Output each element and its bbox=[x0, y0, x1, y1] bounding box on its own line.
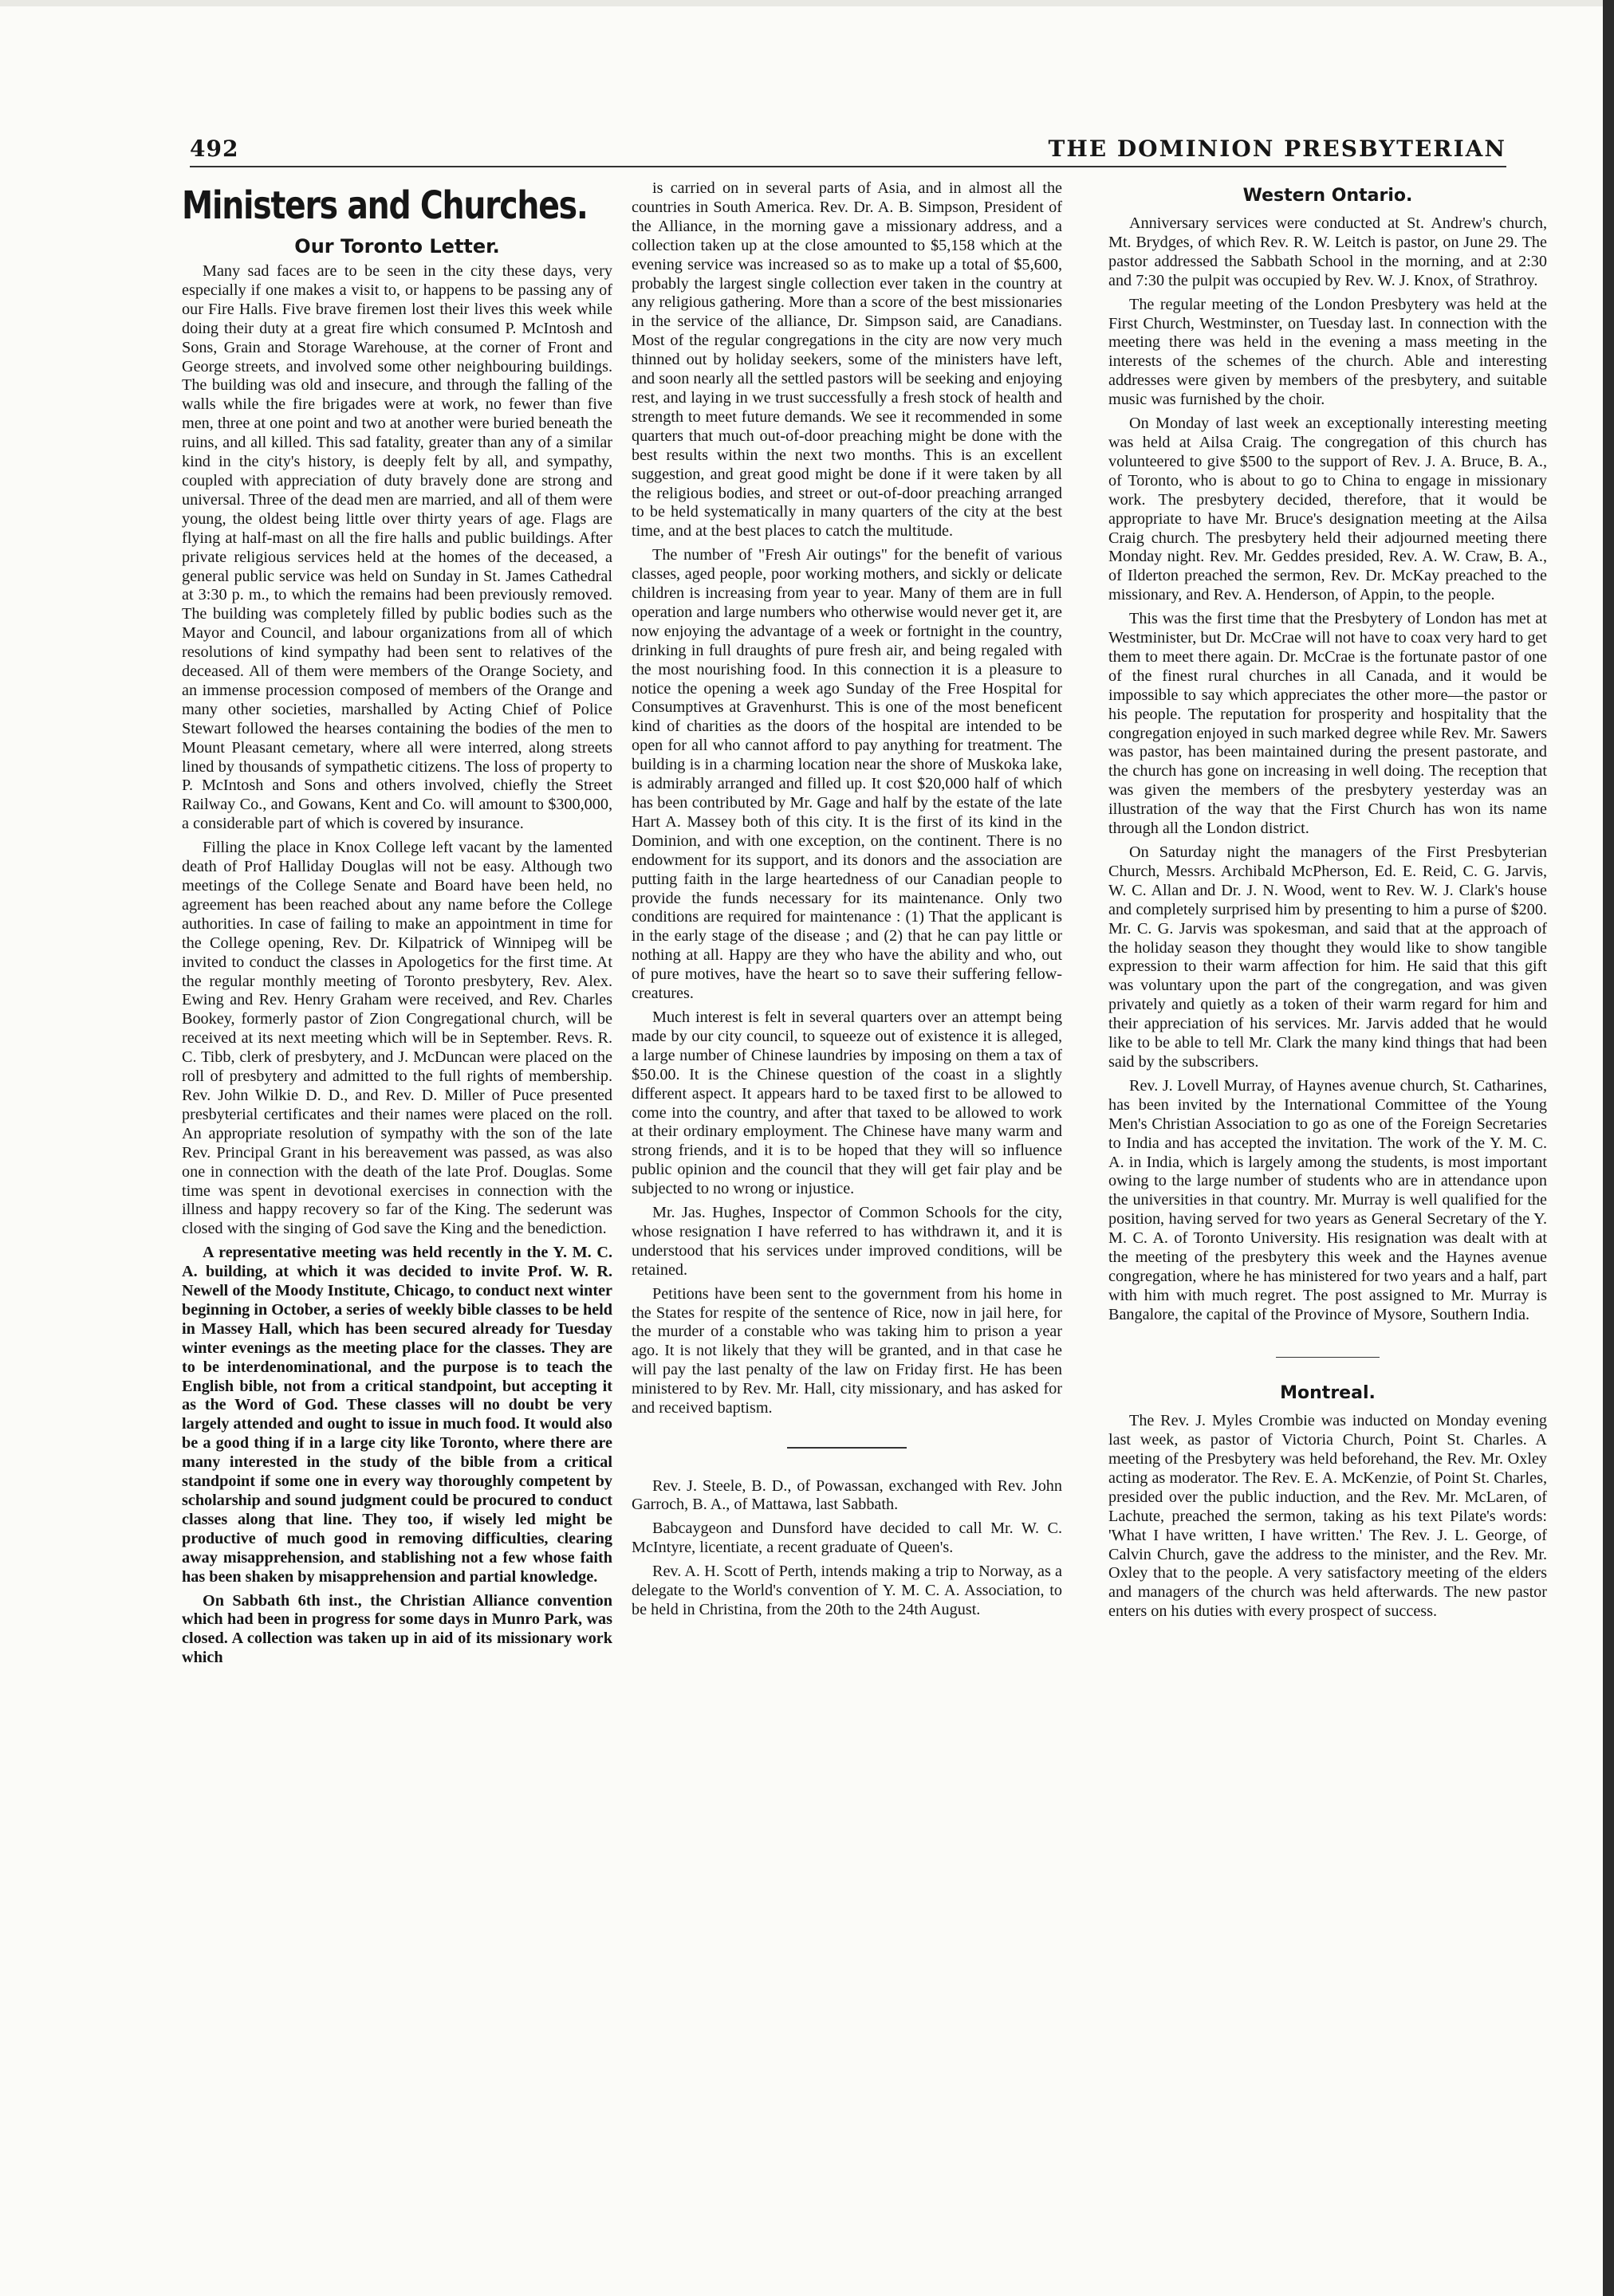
column-3 bbox=[1108, 179, 1547, 1626]
paragraph: Anniversary services were conducted at St. Andrew's church, Mt. Brydges, of which Rev. R. W. Leitch is pastor, on June 29. The pastor addressed the Sabbath School in the morning, and at 2:30 and 7:30 the pulpit was occupied by Rev. W. J. Knox, of Strathroy. bbox=[1108, 214, 1547, 289]
toronto-letter-heading: Our Toronto Letter. bbox=[294, 235, 500, 258]
western-ontario-heading: Western Ontario. bbox=[1242, 186, 1413, 206]
section-divider bbox=[1276, 1357, 1380, 1358]
column-1 bbox=[182, 179, 612, 1673]
paragraph: Much interest is felt in several quarters over an attempt being made by our city council, to squeeze out of existence it is alleged, a large number of Chinese laundries by imposing on them a tax of $50.00. It is the Chinese question of the coast in a slightly different aspect. It appears hard to be taxed first to be allowed to come into the country, and after that taxed to be allowed to work at their ordinary employment. The Chinese have many warm and strong friends, and it is to be hoped that they will so influence public opinion and the council that they will get fair play and be subjected to no wrong or injustice. bbox=[632, 1008, 1062, 1198]
paragraph: Many sad faces are to be seen in the city these days, very especially if one makes a visit to, or happens to be passing any of our Fire Halls. Five brave firemen lost their lives this week while doing their duty at a great fire which consumed P. McIntosh and Sons, Grain and Storage Warehouse, at the corner of Front and George streets, and involved some other neighbouring buildings. The building was old and insecure, and through the falling of the walls while the fire brigades were at work, no fewer than five men, three at one point and two at another were buried beneath the ruins, and all killed. This sad fatality, greater than any of a similar kind in the city's history, is deeply felt by all, and sympathy, coupled with appreciation of duty bravely done are strong and universal. Three of the dead men are married, and all of them were young, the oldest being little over thirty years of age. Flags are flying at half-mast on all the fire halls and public buildings. After private religious services held at the homes of the deceased, a general public service was held on Sunday in St. James Cathedral at 3:30 p. m., to which the remains had been previously removed. The building was completely filled by public bodies such as the Mayor and Council, and labour organizations from all of which resolutions of kind sympathy had been sent to relatives of the deceased. All of them were members of the Orange Society, and an immense procession composed of members of the Orange and many other societies, marshalled by Acting Chief of Police Stewart followed the hearses containing the bodies of the men to Mount Pleasant cemetary, where all were interred, along streets lined by thousands of sympathetic citizens. The loss of property to P. McIntosh and Sons and others involved, chiefly the Street Railway Co., and Gowans, Kent and Co. will amount to $300,000, a considerable part of which is covered by insurance. bbox=[182, 262, 612, 833]
paragraph: Rev. J. Steele, B. D., of Powassan, exchanged with Rev. John Garroch, B. A., of Mattawa, last Sabbath. bbox=[632, 1476, 1062, 1514]
paragraph: On Saturday night the managers of the First Presbyterian Church, Messrs. Archibald McPherson, Ed. E. Reid, C. G. Jarvis, W. C. Allan and Dr. J. N. Wood, went to Rev. W. J. Clark's house and completely surprised him by presenting to him a purse of $200. Mr. C. G. Jarvis was spokesman, and said that at the approach of the holiday season they thought they would like to show tangible expression to their warm affection for him. He said that this gift was voluntary upon the part of the congregation, and was given privately and quietly as a token of their warm regard for him and their appreciation of his services. Mr. Jarvis added that he would like to be able to tell Mr. Clark the many kind things that had been said by the subscribers. bbox=[1108, 843, 1547, 1071]
main-heading: Ministers and Churches. bbox=[182, 183, 588, 228]
paragraph: This was the first time that the Presbytery of London has met at Westminister, but Dr. McCrae will not have to coax very hard to get them to meet there again. Dr. McCrae is the fortunate pastor of one of the finest rural churches in all Canada, and it would be impossible to say which appreciates the other more—the pastor or his people. The reputation for prosperity and hospitality that the congregation enjoyed in such marked degree while Rev. Mr. Sawers was pastor, has been maintained during the present pastorate, and the church has gone on increasing in well doing. The reception that was given the members of the presbytery yesterday was an illustration of the way that the First Church has won its name through all the London district. bbox=[1108, 610, 1547, 838]
publication-title: THE DOMINION PRESBYTERIAN bbox=[1048, 136, 1506, 162]
paragraph: A representative meeting was held recently in the Y. M. C. A. building, at which it was decided to invite Prof. W. R. Newell of the Moody Institute, Chicago, to conduct next winter beginning in October, a series of weekly bible classes to be held in Massey Hall, which has been secured already for Tuesday winter evenings as the meeting place for the classes. They are to be interdenominational, and the purpose is to teach the English bible, not from a critical standpoint, but accepting it as the Word of God. These classes will no doubt be very largely attended and ought to issue in much food. It would also be a good thing if in a large city like Toronto, where there are many interested in the study of the bible from a critical standpoint if some one in every way thoroughly competent by scholarship and sound judgment could be procured to conduct classes along that line. They too, if wisely led might be productive of much good in removing difficulties, clearing away misapprehension, and stablishing not a few whose faith has been shaken by misapprehension and partial knowledge. bbox=[182, 1244, 612, 1586]
paragraph: is carried on in several parts of Asia, and in almost all the countries in South America. Rev. Dr. A. B. Simpson, President of the Alliance, in the morning gave a missionary address, and a collection taken up at the close amounted to $5,158 which at the evening service was increased so as to make up a total of $5,600, probably the largest single collection ever taken in the country at any religious gathering. More than a score of the best missionaries in the service of the alliance, Dr. Simpson said, are Canadians. Most of the regular congregations in the city are now very much thinned out by holiday seekers, some of the ministers have left, and soon nearly all the settled pastors will be seeking and enjoying rest, and laying in we trust successfully a fresh stock of health and strength to meet future demands. We see it recommended in some quarters that much out-of-door preaching might be done with the best results within the next two months. This is an excellent suggestion, and great good might be done if it were taken by all the religious bodies, and street or out-of-door preaching arranged to be held systematically in many quarters of the city at the best time, and at the best places to catch the multitude. bbox=[632, 179, 1062, 541]
paragraph: The regular meeting of the London Presbytery was held at the First Church, Westminster, on Tuesday last. In connection with the meeting there was held in the evening a mass meeting in the interests of the schemes of the church. Able and interesting addresses were given by members of the presbytery, and suitable music was furnished by the choir. bbox=[1108, 295, 1547, 409]
paragraph: The Rev. J. Myles Crombie was inducted on Monday evening last week, as pastor of Victoria Church, Point St. Charles. A meeting of the Presbytery was held beforehand, the Rev. Mr. Oxley acting as moderator. The Rev. E. A. McKenzie, of Point St. Charles, presided over the public induction, and the Rev. Mr. McLaren, of Lachute, preached the sermon, taking as his text Pilate's words: 'What I have written, I have written.' The Rev. J. L. George, of Calvin Church, gave the address to the minister, and the Rev. Mr. Oxley that to the people. A very satisfactory meeting of the elders and managers of the church was held afterwards. The new pastor enters on his duties with every prospect of success. bbox=[1108, 1412, 1547, 1621]
paragraph: The number of "Fresh Air outings" for the benefit of various classes, aged people, poor working mothers, and sickly or delicate children is increasing from year to year. Many of them are in full operation and large numbers who otherwise would never get it, are now enjoying the advantage of a week or fortnight in the country, drinking in full draughts of pure fresh air, and being regaled with the most nourishing food. In this connection it is a pleasure to notice the opening a week ago Sunday of the Free Hospital for Consumptives at Gravenhurst. This is one of the most beneficent kind of charities as the doors of the hospital are intended to be open for all who cannot afford to pay anything for treatment. The building is in a charming location near the shore of Muskoka lake, is admirably arranged and filled up. It cost $20,000 half of which has been contributed by Mr. Gage and half by the estate of the late Hart A. Massey both of this city. It is the first of its kind in the Dominion, and with one exception, on the continent. There is no endowment for its support, and its donors and the association are putting faith in the large heartedness of our Canadian people to provide the funds necessary for its maintenance. Only two conditions are required for maintenance : (1) That the applicant is in the early stage of the disease ; and (2) that he can pay little or nothing at all. Happy are they who have the ability and who, out of pure motives, have the heart so to save their suffering fellow-creatures. bbox=[632, 546, 1062, 1003]
montreal-heading: Montreal. bbox=[1280, 1383, 1376, 1404]
paragraph: On Sabbath 6th inst., the Christian Alliance convention which had been in progress for some days in Munro Park, was closed. A collection was taken up in aid of its missionary work which bbox=[182, 1591, 612, 1667]
paragraph: Rev. A. H. Scott of Perth, intends making a trip to Norway, as a delegate to the World's convention of Y. M. C. A. Association, to be held in Christina, from the 20th to the 24th August. bbox=[632, 1563, 1062, 1618]
page-right-edge bbox=[1603, 0, 1614, 2296]
header-rule bbox=[190, 166, 1506, 167]
paragraph: Mr. Jas. Hughes, Inspector of Common Schools for the city, whose resignation I have referred to has withdrawn it, and it is understood that his services under improved conditions, will be retained. bbox=[632, 1204, 1062, 1279]
paragraph: Petitions have been sent to the government from his home in the States for respite of the sentence of Rice, now in jail here, for the murder of a constable who was taking him to prison a year ago. It is not likely that they will be granted, and in that case he will pay the last penalty of the law on Friday first. He has been ministered to by Rev. Mr. Hall, city missionary, and has asked for and received baptism. bbox=[632, 1284, 1062, 1417]
paragraph: Rev. J. Lovell Murray, of Haynes avenue church, St. Catharines, has been invited by the International Committee of the Young Men's Christian Association to go as one of the Foreign Secretaries to India and has accepted the invitation. The work of the Y. M. C. A. in India, which is largely among the students, is most important owing to the large number of students who are in attendance upon the universities in that country. Mr. Murray is well qualified for the position, having served for two years as General Secretary of the Y. M. C. A. of Toronto University. His resignation was dealt with at the meeting of the presbytery this week and the Haynes avenue congregation, where he has ministered for two years and a half, part with him with much regret. The post assigned to Mr. Murray is Bangalore, the capital of the Province of Mysore, Southern India. bbox=[1108, 1076, 1547, 1323]
paragraph: Babcaygeon and Dunsford have decided to call Mr. W. C. McIntyre, licentiate, a recent graduate of Queen's. bbox=[632, 1520, 1062, 1557]
paragraph: Filling the place in Knox College left vacant by the lamented death of Prof Halliday Douglas will not be easy. Although two meetings of the College Senate and Board have been held, no agreement has been reached about any name before the College authorities. In case of failing to make an appointment in time for the College opening, Rev. Dr. Kilpatrick of Winnipeg will be invited to conduct the classes in Apologetics for the first time. At the regular monthly meeting of Toronto presbytery, Rev. Alex. Ewing and Rev. Henry Graham were received, and Rev. Charles Bookey, formerly pastor of Zion Congregational church, will be received at its next meeting which will be in September. Revs. R. C. Tibb, clerk of presbytery, and J. McDuncan were placed on the roll of presbytery and admitted to the full rights of membership. Rev. John Wilkie D. D., and Rev. D. Miller of Puce presented presbyterial certificates and their names were placed on the roll. An appropriate resolution of sympathy with the son of the late Rev. Principal Grant in his bereavement was passed, as was also one in connection with the death of the late Prof. Douglas. Some time was spent in devotional exercises in connection with the illness and happy recovery so far of the King. The sederunt was closed with the singing of God save the King and the benediction. bbox=[182, 839, 612, 1238]
section-divider bbox=[787, 1447, 907, 1449]
page-top-edge bbox=[0, 0, 1614, 6]
paragraph: On Monday of last week an exceptionally interesting meeting was held at Ailsa Craig. The congregation of this church has volunteered to give $500 to the support of Rev. J. A. Bruce, B. A., of Toronto, who is about to go to China to engage in missionary work. The presbytery decided, therefore, that it would be appropriate to have Mr. Bruce's designation meeting at the Ailsa Craig church. The presbytery held their adjourned meeting there Monday night. Rev. Mr. Geddes presided, Rev. A. W. Craw, B. A., of Ilderton preached the sermon, Rev. Dr. McKay preached to the missionary, and Rev. A. Henderson, of Appin, to the people. bbox=[1108, 415, 1547, 604]
page-number: 492 bbox=[190, 136, 239, 162]
column-2 bbox=[632, 179, 1062, 1625]
